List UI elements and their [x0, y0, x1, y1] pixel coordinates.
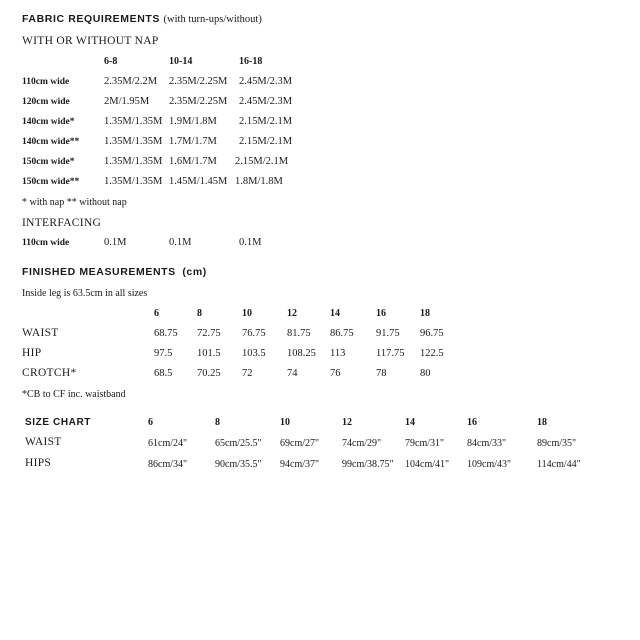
finished-cell: 122.5 [420, 348, 444, 359]
finished-col-header: 16 [376, 308, 386, 319]
finished-col-header: 18 [420, 308, 430, 319]
finished-cell: 80 [420, 368, 431, 379]
finished-cell: 91.75 [376, 328, 400, 339]
fabric-row-label: 120cm wide [22, 97, 70, 107]
fabric-row-label: 140cm wide* [22, 117, 75, 127]
size-chart-col-header: 8 [215, 417, 220, 428]
size-chart-heading: SIZE CHART [25, 417, 91, 428]
fabric-cell: 2.45M/2.3M [239, 76, 293, 87]
size-chart-cell: 90cm/35.5" [215, 459, 262, 470]
size-chart-cell: 114cm/44" [537, 459, 581, 470]
finished-col-header: 12 [287, 308, 297, 319]
fabric-cell: 1.9M/1.8M [169, 116, 217, 127]
fabric-cell: 1.35M/1.35M [104, 176, 163, 187]
size-chart-col-header: 10 [280, 417, 290, 428]
fabric-row-label: 110cm wide [22, 77, 70, 87]
finished-row-label: CROTCH* [22, 367, 77, 379]
finished-col-header: 14 [330, 308, 340, 319]
size-chart-cell: 61cm/24" [148, 438, 188, 449]
size-chart-col-header: 12 [342, 417, 352, 428]
fabric-cell: 1.35M/1.35M [104, 116, 163, 127]
finished-cell: 72 [242, 368, 253, 379]
fabric-cell: 1.6M/1.7M [169, 156, 217, 167]
fabric-col-header: 16-18 [239, 56, 263, 67]
finished-cell: 76.75 [242, 328, 266, 339]
finished-cell: 86.75 [330, 328, 354, 339]
size-chart-cell: 94cm/37" [280, 459, 320, 470]
size-chart-cell: 69cm/27" [280, 438, 320, 449]
fabric-cell: 1.45M/1.45M [169, 176, 228, 187]
size-chart-cell: 65cm/25.5" [215, 438, 262, 449]
fabric-row-label: 140cm wide** [22, 137, 80, 147]
fabric-footnote: * with nap ** without nap [22, 197, 127, 208]
size-chart-cell: 99cm/38.75" [342, 459, 394, 470]
size-chart-col-header: 16 [467, 417, 477, 428]
finished-cell: 117.75 [376, 348, 405, 359]
size-chart-cell: 104cm/41" [405, 459, 450, 470]
size-chart-col-header: 14 [405, 417, 415, 428]
finished-measurements-heading [22, 266, 207, 278]
fabric-requirements-heading [22, 13, 262, 25]
fabric-cell: 2.15M/2.1M [239, 116, 293, 127]
size-chart-cell: 84cm/33" [467, 438, 507, 449]
size-chart-cell: 86cm/34" [148, 459, 188, 470]
interfacing-heading: INTERFACING [22, 217, 102, 229]
finished-row-label: HIP [22, 347, 42, 359]
finished-cell: 70.25 [197, 368, 221, 379]
fabric-row-label: 150cm wide** [22, 177, 80, 187]
size-chart-row-label: WAIST [25, 436, 62, 448]
fabric-row-label: 150cm wide* [22, 157, 75, 167]
fabric-cell: 1.35M/1.35M [104, 156, 163, 167]
finished-col-header: 6 [154, 308, 159, 319]
finished-cell: 113 [330, 348, 346, 359]
fabric-cell: 2.35M/2.25M [169, 96, 228, 107]
fabric-subtitle: (with turn-ups/without) [163, 14, 262, 25]
finished-cell: 72.75 [197, 328, 221, 339]
size-chart-row-label: HIPS [25, 457, 52, 469]
nap-heading: WITH OR WITHOUT NAP [22, 35, 159, 47]
finished-cell: 76 [330, 368, 341, 379]
finished-cell: 81.75 [287, 328, 311, 339]
finished-note: Inside leg is 63.5cm in all sizes [22, 288, 148, 299]
finished-row-label: WAIST [22, 327, 59, 339]
finished-cell: 68.5 [154, 368, 173, 379]
size-chart-cell: 89cm/35" [537, 438, 577, 449]
finished-footnote: *CB to CF inc. waistband [22, 389, 126, 400]
fabric-cell: 2.35M/2.25M [169, 76, 228, 87]
finished-cell: 68.75 [154, 328, 178, 339]
fabric-cell: 2M/1.95M [104, 96, 150, 107]
fabric-cell: 1.8M/1.8M [235, 176, 283, 187]
finished-cell: 78 [376, 368, 387, 379]
fabric-col-header: 6-8 [104, 56, 118, 67]
fabric-title: FABRIC REQUIREMENTS [22, 13, 160, 25]
finished-col-header: 10 [242, 308, 252, 319]
interfacing-row-label: 110cm wide [22, 238, 70, 248]
fabric-cell: 2.35M/2.2M [104, 76, 158, 87]
finished-cell: 97.5 [154, 348, 173, 359]
fabric-cell: 2.15M/2.1M [235, 156, 289, 167]
finished-cell: 101.5 [197, 348, 221, 359]
interfacing-cell: 0.1M [239, 237, 262, 248]
fabric-col-header: 10-14 [169, 56, 193, 67]
interfacing-cell: 0.1M [169, 237, 192, 248]
size-chart-col-header: 18 [537, 417, 547, 428]
size-chart-cell: 79cm/31" [405, 438, 445, 449]
finished-cell: 108.25 [287, 348, 316, 359]
finished-title: FINISHED MEASUREMENTS [22, 266, 176, 278]
finished-cell: 103.5 [242, 348, 266, 359]
fabric-cell: 1.35M/1.35M [104, 136, 163, 147]
finished-cell: 74 [287, 368, 298, 379]
finished-cell: 96.75 [420, 328, 444, 339]
finished-unit: (cm) [182, 266, 207, 278]
finished-col-header: 8 [197, 308, 202, 319]
size-chart-cell: 109cm/43" [467, 459, 512, 470]
size-chart-cell: 74cm/29" [342, 438, 382, 449]
size-chart-col-header: 6 [148, 417, 153, 428]
interfacing-cell: 0.1M [104, 237, 127, 248]
fabric-cell: 1.7M/1.7M [169, 136, 217, 147]
fabric-cell: 2.15M/2.1M [239, 136, 293, 147]
fabric-cell: 2.45M/2.3M [239, 96, 293, 107]
